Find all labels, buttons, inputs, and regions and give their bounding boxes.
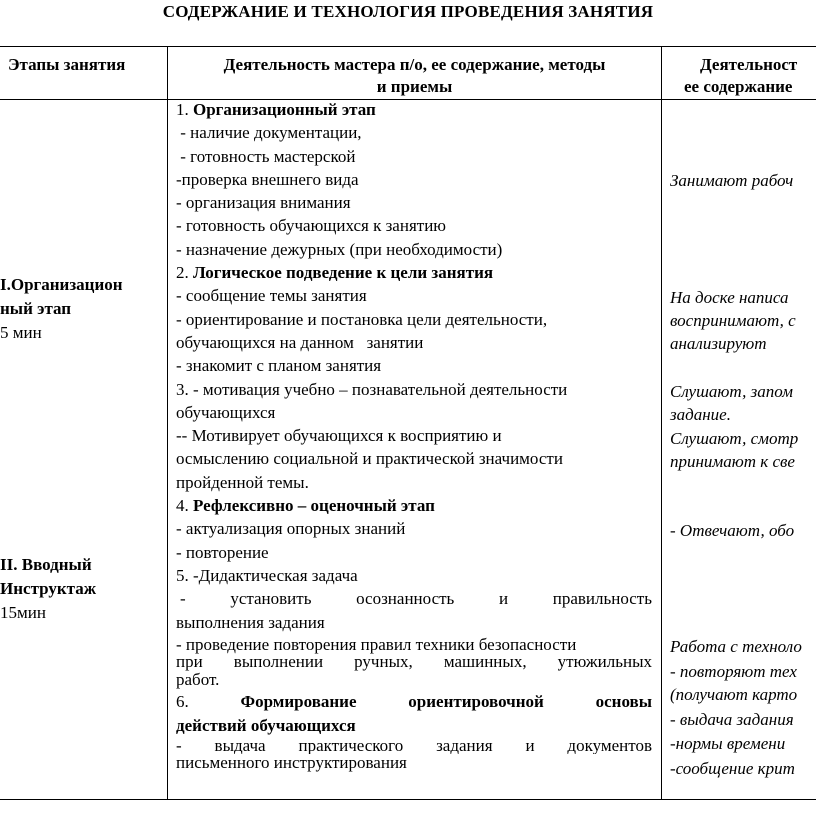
document-title: СОДЕРЖАНИЕ И ТЕХНОЛОГИЯ ПРОВЕДЕНИЯ ЗАНЯТИЯ [162, 2, 654, 21]
stage-1-line1: I.Организацион [0, 275, 123, 294]
student-row-12: (получают карто [670, 685, 798, 704]
section-1-heading [176, 98, 652, 121]
list-item: - ориентирование и постановка цели деятельности, [176, 309, 548, 329]
word: ориентировочной [408, 692, 544, 712]
word: правильность [552, 589, 652, 609]
list-item: - организация внимания [176, 193, 351, 213]
section-5-justified [176, 587, 652, 610]
student-row-3: воспринимают, с [670, 311, 796, 330]
list-item: - знакомит с планом занятия [176, 356, 382, 376]
student-row-6: задание. [670, 405, 731, 424]
student-row-8: принимают к све [670, 452, 795, 471]
header-stages: Этапы занятия [8, 55, 126, 74]
list-item: - готовность мастерской [176, 146, 356, 166]
section-5-paragraph-1: - проведение повторения правил техники безопасности [176, 634, 577, 654]
section-2-number: 2. [176, 263, 189, 283]
section-5-paragraph-3: работ. [176, 669, 220, 689]
header-master-line1: Деятельность мастера п/о, ее содержание, методы [223, 55, 606, 74]
section-6-title: действий обучающихся [176, 715, 356, 735]
section-4-heading [176, 494, 652, 517]
column-divider-1 [167, 46, 168, 800]
stage-2-line1: II. Вводный [0, 555, 92, 574]
stage-1-time: 5 мин [0, 323, 42, 342]
list-item: - готовность обучающихся к занятию [176, 216, 446, 236]
list-item: - сообщение темы занятия [176, 286, 367, 306]
stage-2-line2: Инструктаж [0, 579, 97, 598]
stage-2-time: 15мин [0, 603, 46, 622]
section-3-heading-cont: обучающихся [176, 402, 276, 422]
student-row-11: - повторяют тех [670, 662, 797, 681]
table-bottom-border [0, 799, 816, 800]
section-4-title: Рефлексивно – оценочный этап [193, 496, 435, 516]
student-row-10: Работа с техноло [670, 637, 802, 656]
section-4-number: 4. [176, 496, 189, 516]
student-row-7: Слушают, смотр [670, 429, 799, 448]
section-1-title: Организационный этап [193, 100, 376, 119]
section-5-heading: 5. -Дидактическая задача [176, 565, 358, 585]
section-6-paragraph-2: письменного инструктирования [176, 753, 407, 773]
word: основы [595, 692, 652, 712]
stage-1-line2: ный этап [0, 299, 72, 318]
word: и [498, 589, 509, 609]
stage-2 [0, 553, 96, 625]
section-6-paragraph-1: - выдача практического задания и документов [176, 736, 652, 755]
list-item: -- Мотивирует обучающихся к восприятию и [176, 426, 502, 446]
student-row-4: анализируют [670, 334, 767, 353]
section-5-paragraph-2: при выполнении ручных, машинных, утюжильных [176, 653, 652, 671]
section-6-heading [176, 690, 652, 713]
word: осознанность [356, 589, 455, 609]
student-row-2: На доске написа [670, 288, 789, 307]
section-6-number: 6. [176, 692, 189, 712]
word: установить [230, 589, 312, 609]
header-students-line2: ее содержание [684, 77, 793, 96]
section-6-heading-cont [176, 714, 652, 737]
header-students-line1: Деятельност [700, 55, 798, 74]
table-top-border [0, 46, 816, 47]
section-2-title: Логическое подведение к цели занятия [193, 263, 494, 283]
section-5-line3: выполнения задания [176, 612, 325, 632]
section-3-heading: 3. - мотивация учебно – познавательной деятельности [176, 379, 568, 399]
list-item: - актуализация опорных знаний [176, 519, 406, 539]
list-item: - наличие документации, [176, 123, 362, 143]
word: Формирование [240, 692, 357, 712]
column-divider-2 [661, 46, 662, 800]
student-row-15: -сообщение крит [670, 759, 795, 778]
list-item: пройденной темы. [176, 472, 309, 492]
student-row-13: - выдача задания [670, 710, 794, 729]
section-1-number: 1. [176, 100, 189, 119]
student-row-14: -нормы времени [670, 734, 786, 753]
list-item: осмыслению социальной и практической значимости [176, 449, 563, 469]
list-item: обучающихся на данном занятии [176, 332, 424, 352]
section-2-heading [176, 261, 652, 284]
student-row-1: Занимают рабоч [670, 171, 794, 190]
dash: - [180, 589, 186, 609]
list-item: - повторение [176, 542, 269, 562]
student-row-9: - Отвечают, обо [670, 521, 795, 540]
stage-1 [0, 273, 123, 345]
header-master-line2: и приемы [376, 77, 453, 96]
list-item: - назначение дежурных (при необходимости) [176, 239, 503, 259]
list-item: -проверка внешнего вида [176, 169, 359, 189]
master-activity [176, 98, 652, 772]
student-row-5: Слушают, запом [670, 382, 793, 401]
